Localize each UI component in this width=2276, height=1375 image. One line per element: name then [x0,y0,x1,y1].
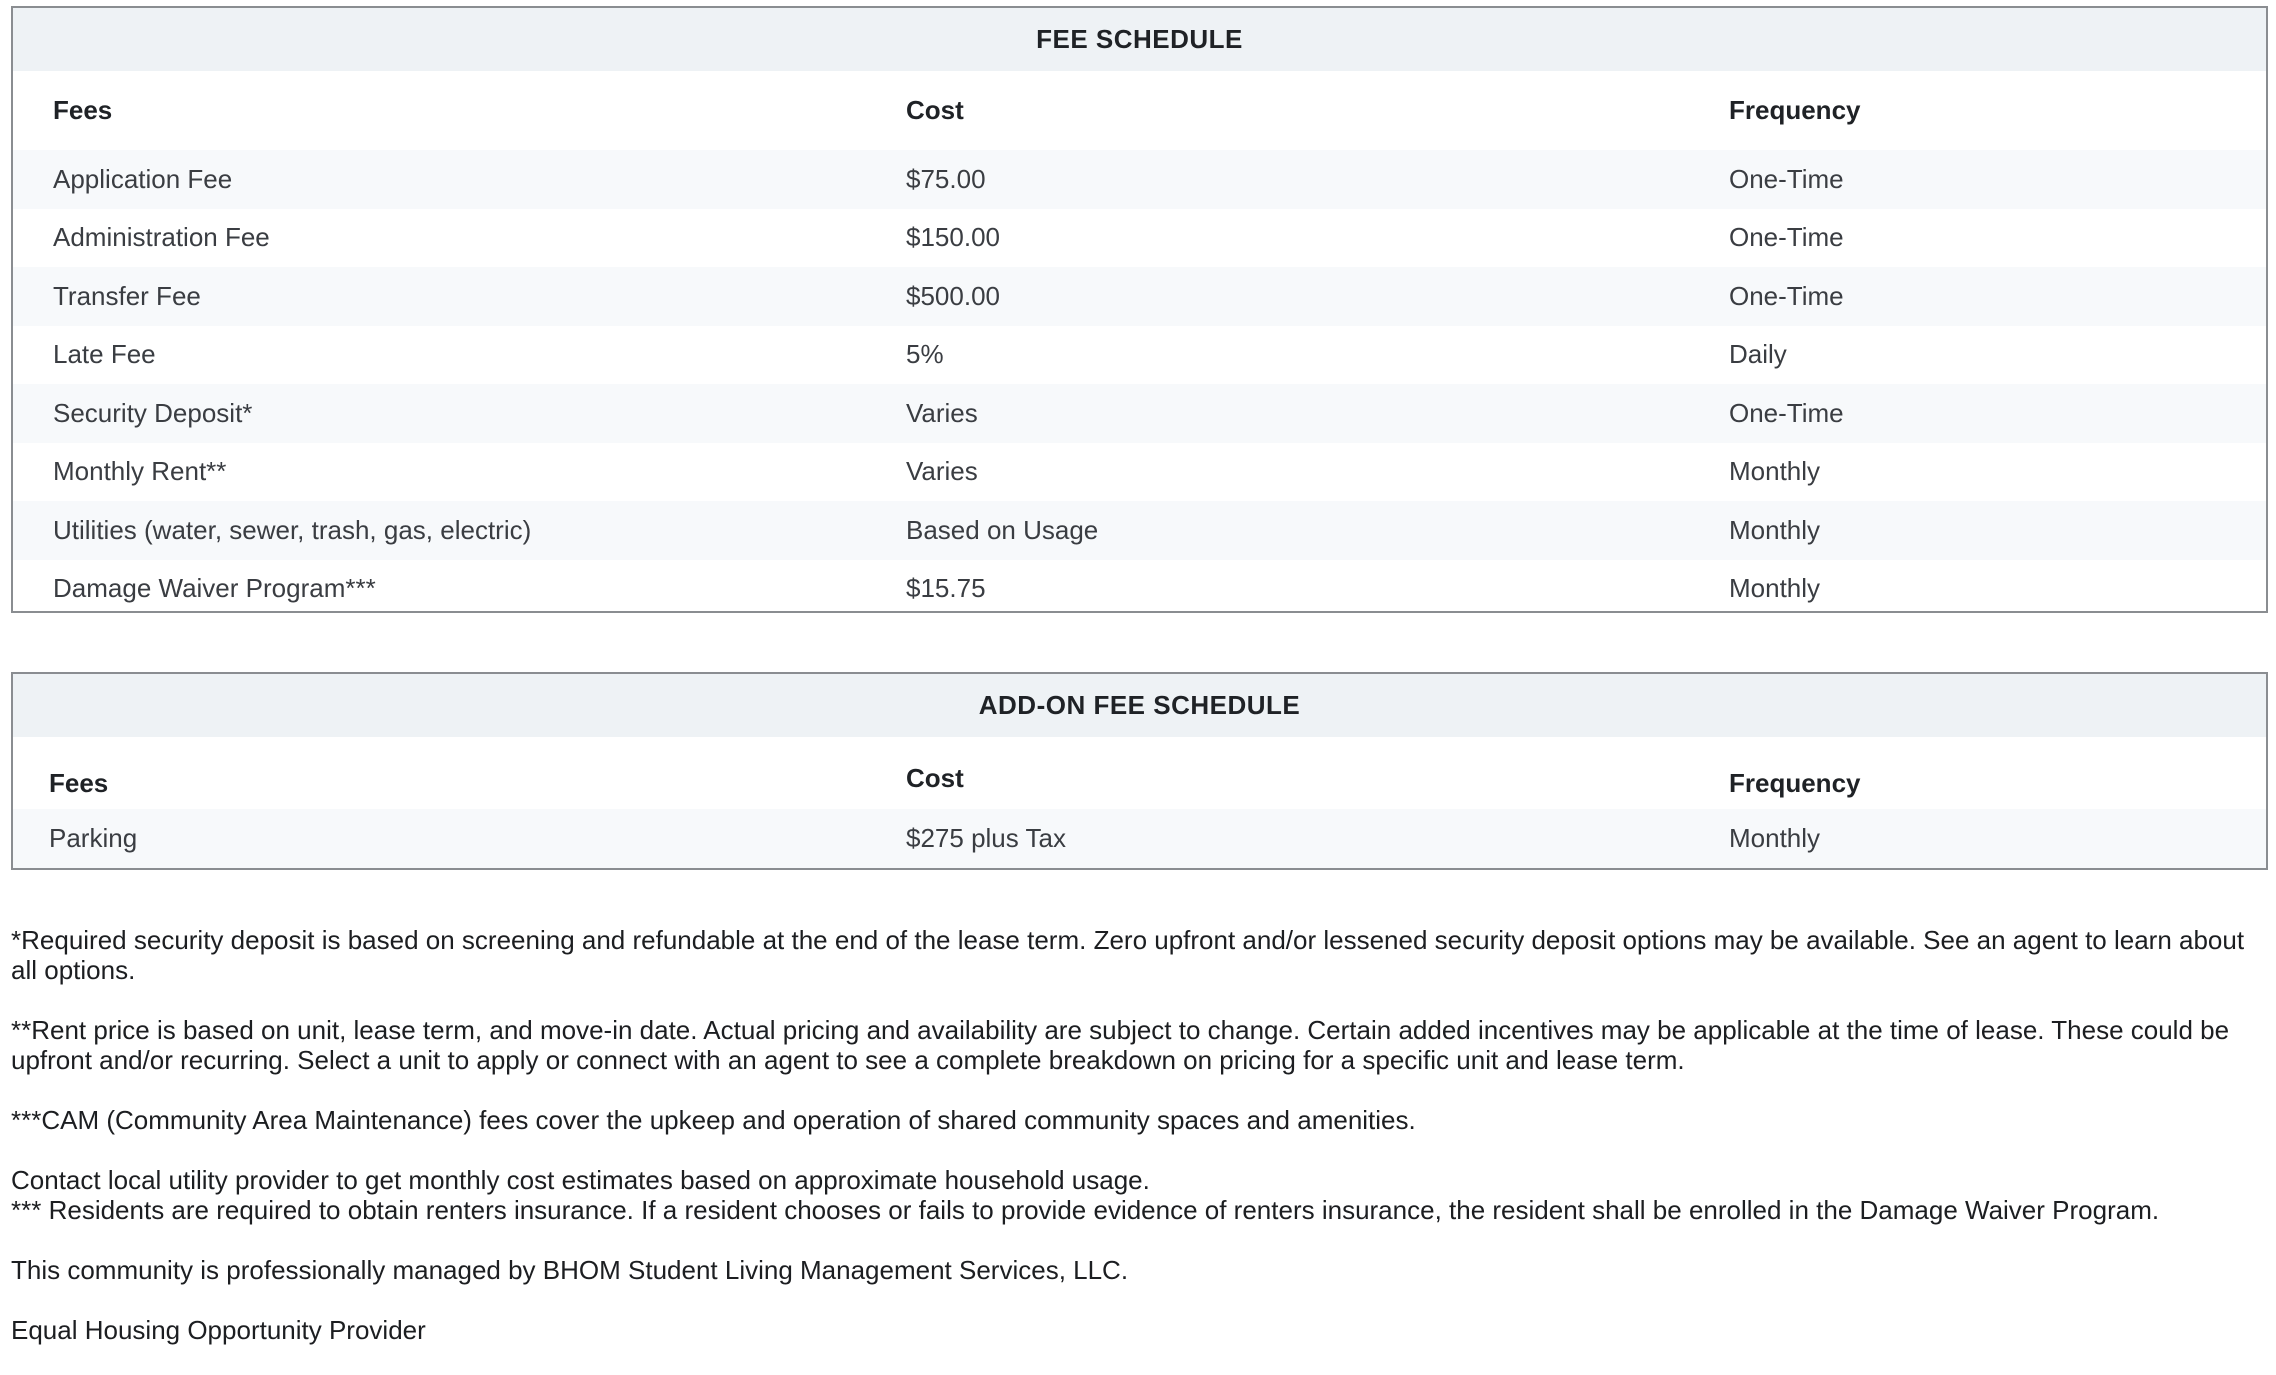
fee-name: Application Fee [53,163,233,194]
fee-frequency: Monthly [1729,456,1821,487]
fee-frequency: Monthly [1729,514,1821,545]
table-row [13,501,2266,560]
fee-cost: Varies [906,397,978,428]
fee-cost: $75.00 [906,163,986,194]
fee-frequency: Daily [1729,339,1787,370]
header-fees: Fees [49,768,109,798]
footnote-security-deposit: *Required security deposit is based on screening and refundable at the end of the lease term. Zero upfront and/or lessened security deposit options may be available. See an agent to learn about all options. [11,925,2245,985]
table-row [13,560,2266,619]
footnote-rent-price: **Rent price is based on unit, lease term, and move-in date. Actual pricing and availability are subject to change. Certain added incentives may be applicable at the time of lease. These could be upfront and/or recurring. Select a unit to apply or connect with an agent to see a complete breakdown on pricing for a specific unit and lease term. [11,1015,2230,1075]
fee-frequency: Monthly [1729,573,1821,604]
fee-name: Security Deposit* [53,397,253,428]
header-frequency: Frequency [1729,95,1861,125]
addon-fee-schedule-title: ADD-ON FEE SCHEDULE [13,674,2266,737]
fee-name: Damage Waiver Program*** [53,573,376,604]
table-row [13,443,2266,502]
table-row [13,326,2266,385]
fee-frequency: One-Time [1729,280,1844,311]
fee-frequency: One-Time [1729,222,1844,253]
fee-cost: $150.00 [906,222,1000,253]
fee-cost: 5% [906,339,944,370]
fee-cost: Varies [906,456,978,487]
fee-frequency: Monthly [1729,823,1821,853]
fee-cost: $15.75 [906,573,986,604]
footnote-cam: ***CAM (Community Area Maintenance) fees cover the upkeep and operation of shared community spaces and amenities. [11,1105,1416,1135]
header-fees: Fees [53,95,113,125]
addon-fee-schedule-header-row [13,737,2266,809]
fee-name: Parking [49,823,138,853]
footnote-utility-contact: Contact local utility provider to get monthly cost estimates based on approximate household usage. [11,1165,1150,1195]
fee-schedule-title: FEE SCHEDULE [13,8,2266,71]
fee-name: Utilities (water, sewer, trash, gas, electric) [53,514,532,545]
table-row [13,809,2266,868]
fee-name: Monthly Rent** [53,456,227,487]
fee-schedule-table [11,6,2268,613]
fee-cost: $500.00 [906,280,1000,311]
header-frequency: Frequency [1729,768,1861,798]
table-row [13,209,2266,268]
fee-frequency: One-Time [1729,163,1844,194]
header-cost: Cost [906,763,964,793]
footnote-equal-housing: Equal Housing Opportunity Provider [11,1315,426,1345]
fee-name: Late Fee [53,339,156,370]
fee-name: Administration Fee [53,222,270,253]
fee-cost: $275 plus Tax [906,823,1066,853]
addon-fee-schedule-table [11,672,2268,870]
header-cost: Cost [906,95,964,125]
footnotes [11,925,2268,1375]
table-row [13,267,2266,326]
footnote-renters-insurance: *** Residents are required to obtain renters insurance. If a resident chooses or fails to provide evidence of renters insurance, the resident shall be enrolled in the Damage Waiver Program. [11,1195,2160,1225]
table-row [13,150,2266,209]
footnote-management: This community is professionally managed by BHOM Student Living Management Services, LLC. [11,1255,1129,1285]
table-row [13,384,2266,443]
fee-frequency: One-Time [1729,397,1844,428]
fee-cost: Based on Usage [906,514,1099,545]
fee-schedule-header-row [13,71,2266,150]
fee-name: Transfer Fee [53,280,201,311]
